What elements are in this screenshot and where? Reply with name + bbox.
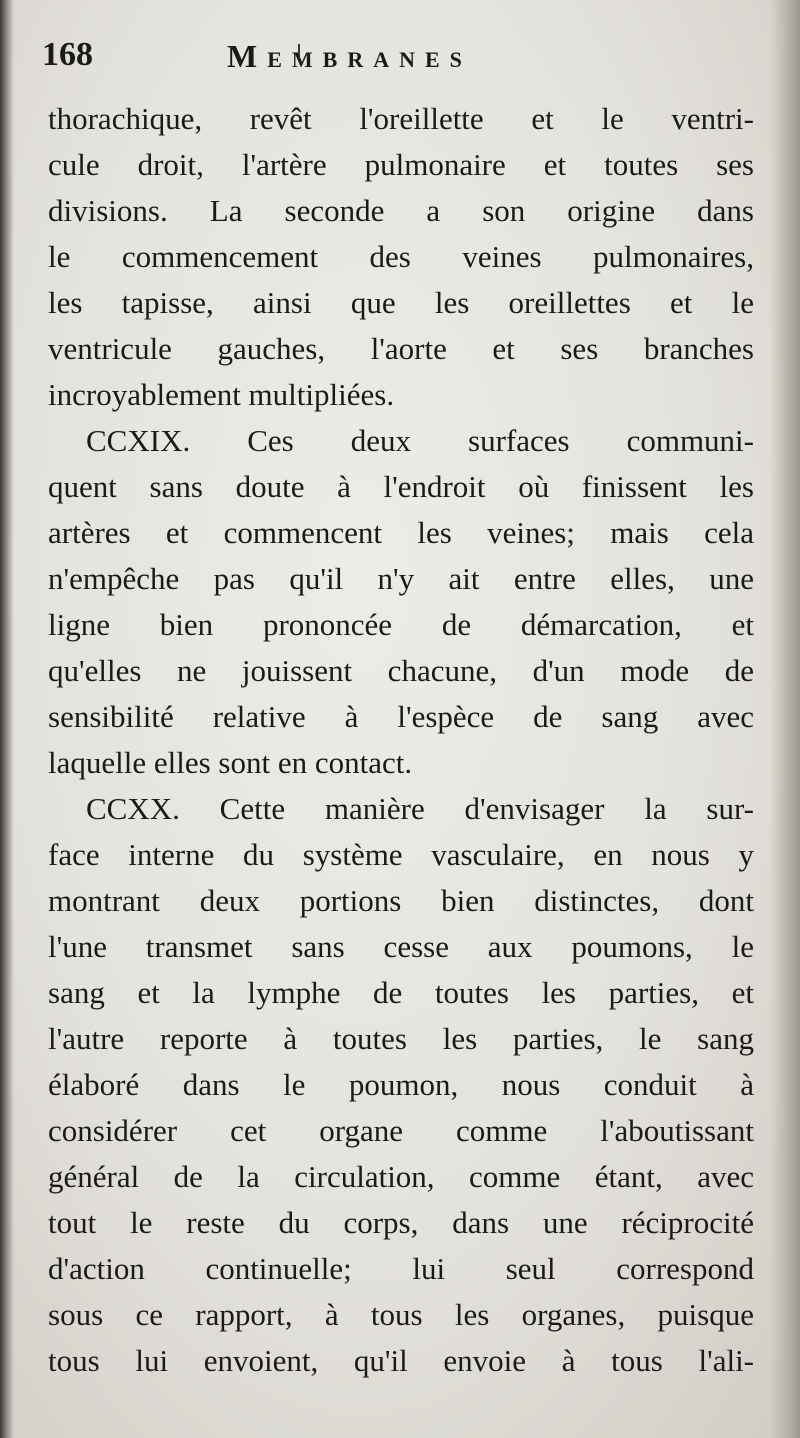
text-line: ligne bien prononcée de démarcation, et (48, 607, 754, 642)
text-line: sensibilité relative à l'espèce de sang avec (48, 699, 754, 734)
paragraph-start-ccxx: CCXX. Cette manière d'envisager la sur- (86, 791, 754, 826)
page-gutter-shadow (0, 0, 14, 1438)
text-line: laquelle elles sont en contact. (48, 745, 413, 780)
text-line: tout le reste du corps, dans une réciprocité (48, 1205, 754, 1240)
text-line: montrant deux portions bien distinctes, dont (48, 883, 754, 918)
text-line: n'empêche pas qu'il n'y ait entre elles, une (48, 561, 754, 596)
paragraph-start-ccxix: CCXIX. Ces deux surfaces communi- (86, 423, 754, 458)
text-line: le commencement des veines pulmonaires, (48, 239, 754, 274)
text-line: considérer cet organe comme l'aboutissant (48, 1113, 754, 1148)
text-line: général de la circulation, comme étant, avec (48, 1159, 754, 1194)
text-line: d'action continuelle; lui seul correspond (48, 1251, 754, 1286)
text-line: qu'elles ne jouissent chacune, d'un mode de (48, 653, 754, 688)
page-edge-shadow (770, 0, 800, 1438)
running-title: Membranes (227, 38, 472, 74)
text-line: sous ce rapport, à tous les organes, puisque (48, 1297, 754, 1332)
text-line: les tapisse, ainsi que les oreillettes et le (48, 285, 754, 320)
text-line: l'autre reporte à toutes les parties, le sang (48, 1021, 754, 1056)
page-number: 168 (42, 36, 93, 73)
text-line: l'une transmet sans cesse aux poumons, le (48, 929, 754, 964)
text-line: tous lui envoient, qu'il envoie à tous l'ali- (48, 1343, 754, 1378)
running-head (42, 36, 762, 86)
text-line: élaboré dans le poumon, nous conduit à (48, 1067, 754, 1102)
text-line: ventricule gauches, l'aorte et ses branches (48, 331, 754, 366)
text-line: quent sans doute à l'endroit où finissent les (48, 469, 754, 504)
text-line: thorachique, revêt l'oreillette et le ventri- (48, 101, 754, 136)
text-line: face interne du système vasculaire, en nous y (48, 837, 754, 872)
body-text (48, 96, 754, 1384)
text-line: artères et commencent les veines; mais cela (48, 515, 754, 550)
text-line: sang et la lymphe de toutes les parties, et (48, 975, 754, 1010)
text-line: incroyablement multipliées. (48, 377, 395, 412)
text-line: divisions. La seconde a son origine dans (48, 193, 754, 228)
text-line: cule droit, l'artère pulmonaire et toutes ses (48, 147, 754, 182)
